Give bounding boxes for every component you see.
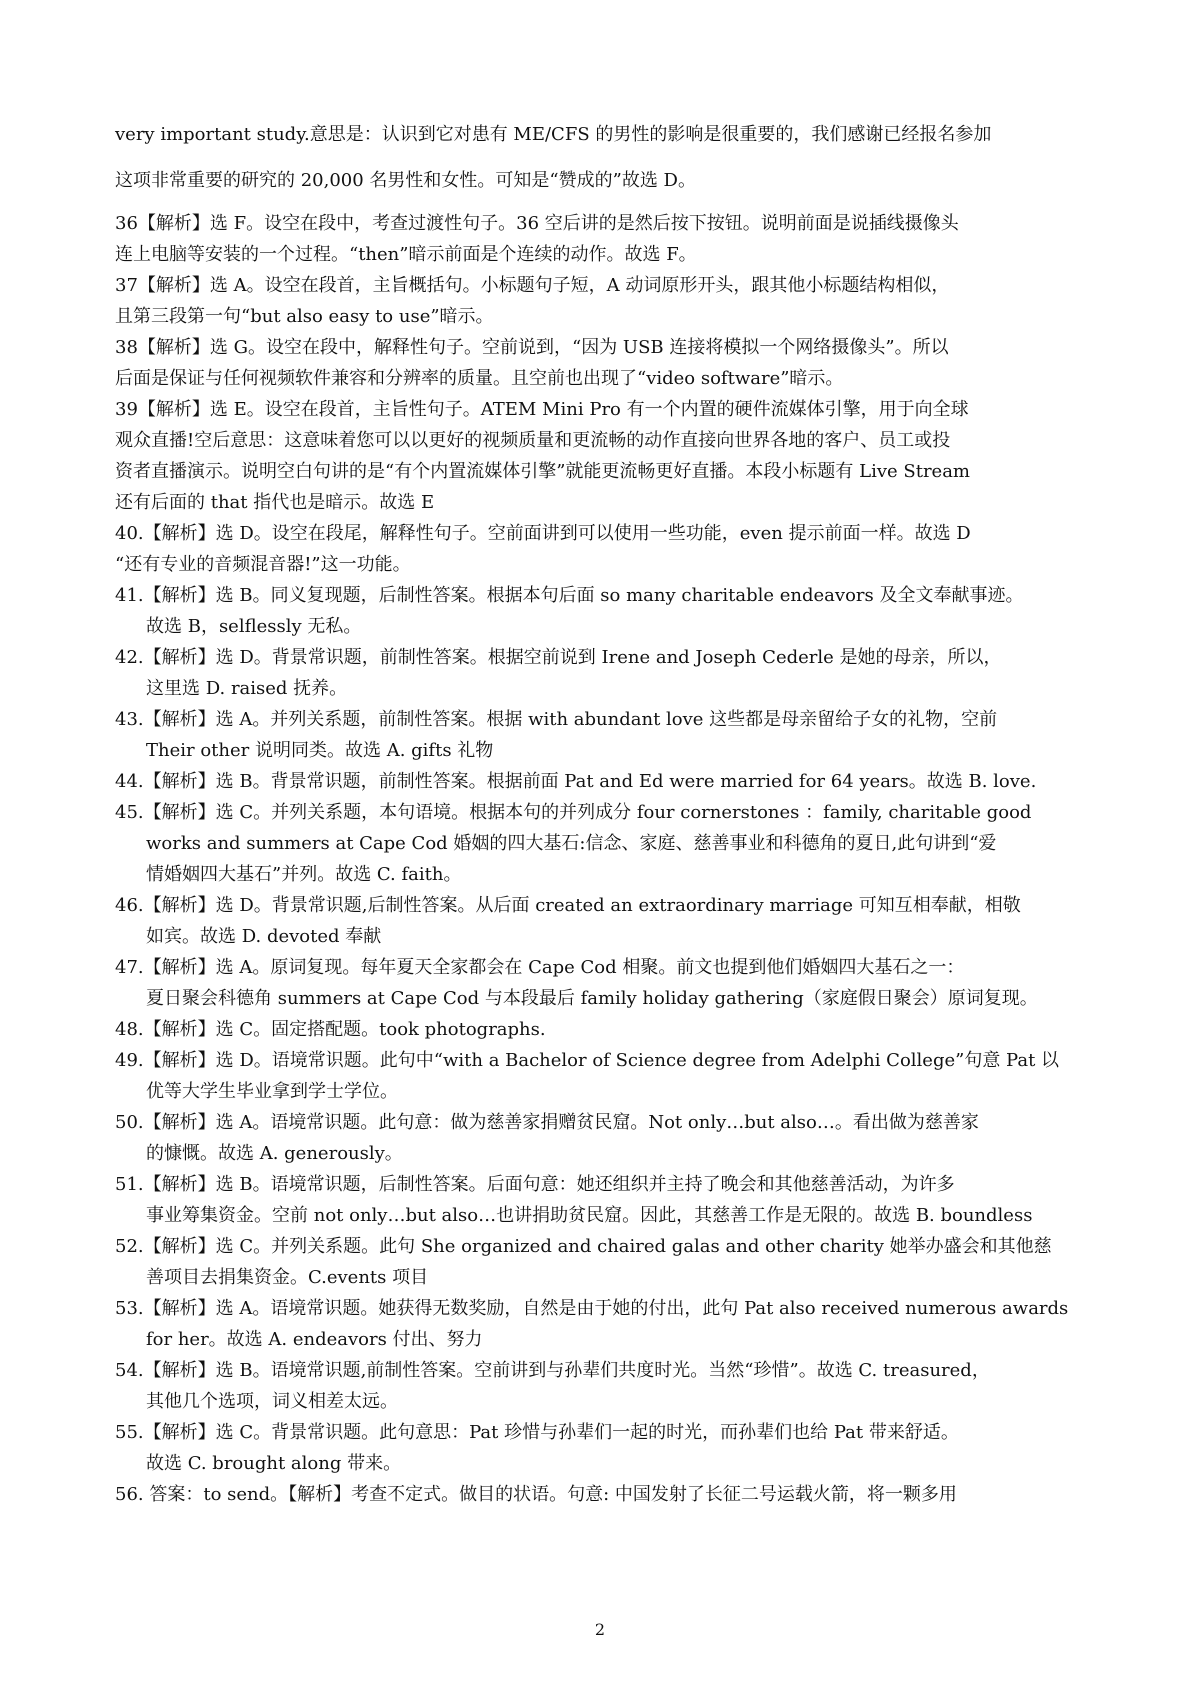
answer-44: 44.【解析】选 B。背景常识题，前制性答案。根据前面 Pat and Ed were married for 64 years。故选 B. love.: [115, 771, 1037, 792]
text-line: Their other 说明同类。故选 A. gifts 礼物: [146, 740, 494, 761]
text-line: 资者直播演示。说明空白句讲的是“有个内置流媒体引擎”就能更流畅更好直播。本段小标题有 Live Stream: [115, 461, 970, 482]
answer-54: 54.【解析】选 B。语境常识题,前制性答案。空前讲到与孙辈们共度时光。当然“珍惜”。故选 C. treasured，: [115, 1360, 990, 1381]
answer-56: 56. 答案：to send。【解析】考查不定式。做目的状语。句意: 中国发射了长征二号运载火箭，将一颗多用: [115, 1484, 957, 1505]
text-line: 故选 C. brought along 带来。: [146, 1453, 402, 1474]
answer-36: 36【解析】选 F。设空在段中，考查过渡性句子。36 空后讲的是然后按下按钮。说明前面是说插线摄像头: [115, 213, 959, 234]
answer-39: 39【解析】选 E。设空在段首，主旨性句子。ATEM Mini Pro 有一个内置的硬件流媒体引擎，用于向全球: [115, 399, 969, 420]
page-number: 2: [594, 1620, 606, 1639]
text-line: 后面是保证与任何视频软件兼容和分辨率的质量。且空前也出现了“video software”暗示。: [115, 368, 844, 389]
answer-50: 50.【解析】选 A。语境常识题。此句意：做为慈善家捐赠贫民窟。Not only…but also…。看出做为慈善家: [115, 1112, 979, 1133]
answer-41: 41.【解析】选 B。同义复现题，后制性答案。根据本句后面 so many charitable endeavors 及全文奉献事迹。: [115, 585, 1024, 606]
answer-53: 53.【解析】选 A。语境常识题。她获得无数奖励，自然是由于她的付出，此句 Pat also received numerous awards: [115, 1298, 1069, 1319]
answer-38: 38【解析】选 G。设空在段中，解释性句子。空前说到，“因为 USB 连接将模拟一个网络摄像头”。所以: [115, 337, 949, 358]
answer-52: 52.【解析】选 C。并列关系题。此句 She organized and chaired galas and other charity 她举办盛会和其他慈: [115, 1236, 1052, 1257]
document-body: [115, 112, 1095, 1510]
answer-47: 47.【解析】选 A。原词复现。每年夏天全家都会在 Cape Cod 相聚。前文也提到他们婚姻四大基石之一：: [115, 957, 965, 978]
answer-46: 46.【解析】选 D。背景常识题,后制性答案。从后面 created an extraordinary marriage 可知互相奉献，相敬: [115, 895, 1021, 916]
text-line: works and summers at Cape Cod 婚姻的四大基石:信念、家庭、慈善事业和科德角的夏日,此句讲到“爱: [146, 833, 997, 854]
text-line: 这里选 D. raised 抚养。: [146, 678, 348, 699]
text-line: “还有专业的音频混音器!”这一功能。: [115, 554, 411, 575]
answer-48: 48.【解析】选 C。固定搭配题。took photographs.: [115, 1019, 546, 1040]
text-line: 的慷慨。故选 A. generously。: [146, 1143, 403, 1164]
answer-40: 40.【解析】选 D。设空在段尾，解释性句子。空前面讲到可以使用一些功能，even 提示前面一样。故选 D: [115, 523, 971, 544]
answer-45: 45.【解析】选 C。并列关系题，本句语境。根据本句的并列成分 four cornerstones ：family, charitable good: [115, 802, 1032, 823]
text-line: 善项目去捐集资金。C.events 项目: [146, 1267, 429, 1288]
text-line: 如宾。故选 D. devoted 奉献: [146, 926, 382, 947]
answer-49: 49.【解析】选 D。语境常识题。此句中“with a Bachelor of Science degree from Adelphi College”句意 Pat 以: [115, 1050, 1060, 1071]
text-line: very important study.意思是：认识到它对患有 ME/CFS 的男性的影响是很重要的，我们感谢已经报名参加: [115, 124, 992, 145]
answer-51: 51.【解析】选 B。语境常识题，后制性答案。后面句意：她还组织并主持了晚会和其他慈善活动，为许多: [115, 1174, 955, 1195]
answer-43: 43.【解析】选 A。并列关系题，前制性答案。根据 with abundant love 这些都是母亲留给子女的礼物，空前: [115, 709, 998, 730]
text-line: 且第三段第一句“but also easy to use”暗示。: [115, 306, 494, 327]
text-line: 优等大学生毕业拿到学士学位。: [146, 1081, 398, 1102]
text-line: 其他几个选项，词义相差太远。: [146, 1391, 398, 1412]
text-line: 观众直播!空后意思：这意味着您可以以更好的视频质量和更流畅的动作直接向世界各地的客户、员工或投: [115, 430, 951, 451]
text-line: 这项非常重要的研究的 20,000 名男性和女性。可知是“赞成的”故选 D。: [115, 170, 696, 191]
answer-55: 55.【解析】选 C。背景常识题。此句意思：Pat 珍惜与孙辈们一起的时光，而孙辈们也给 Pat 带来舒适。: [115, 1422, 959, 1443]
text-line: for her。故选 A. endeavors 付出、努力: [146, 1329, 483, 1350]
text-line: 情婚姻四大基石”并列。故选 C. faith。: [146, 864, 462, 885]
text-line: 夏日聚会科德角 summers at Cape Cod 与本段最后 family holiday gathering（家庭假日聚会）原词复现。: [146, 988, 1038, 1009]
text-line: 事业筹集资金。空前 not only…but also…也讲捐助贫民窟。因此，其慈善工作是无限的。故选 B. boundless: [146, 1205, 1033, 1226]
answer-37: 37【解析】选 A。设空在段首，主旨概括句。小标题句子短，A 动词原形开头，跟其他小标题结构相似，: [115, 275, 950, 296]
text-line: 还有后面的 that 指代也是暗示。故选 E: [115, 492, 435, 513]
text-line: 故选 B，selflessly 无私。: [146, 616, 362, 637]
answer-42: 42.【解析】选 D。背景常识题，前制性答案。根据空前说到 Irene and Joseph Cederle 是她的母亲，所以，: [115, 647, 1002, 668]
text-line: 连上电脑等安装的一个过程。“then”暗示前面是个连续的动作。故选 F。: [115, 244, 697, 265]
